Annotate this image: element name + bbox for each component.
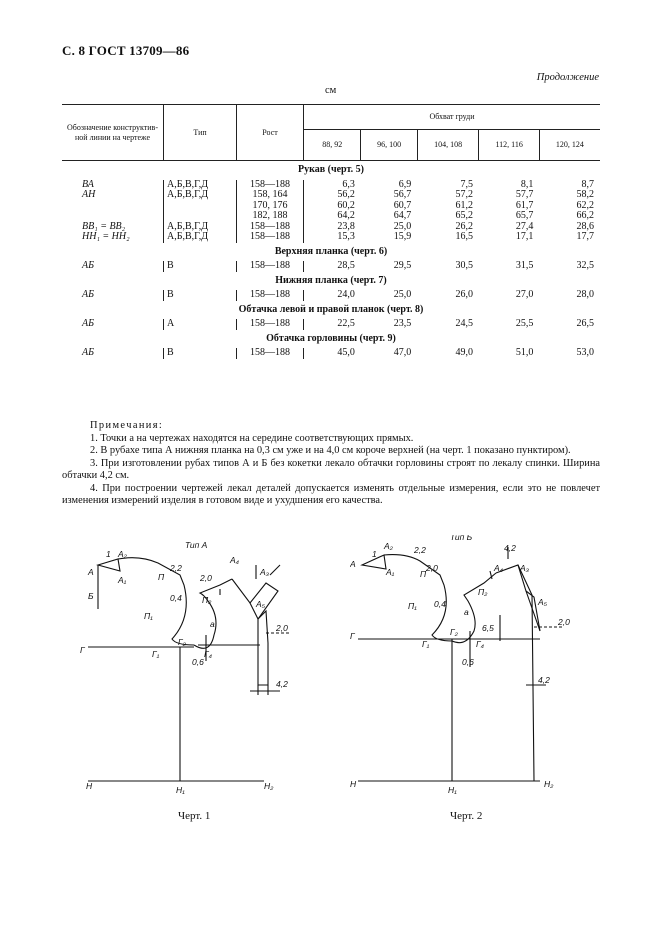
header-line-designation: Обозначение конструктив-ной линии на чертеже [62, 105, 164, 161]
svg-text:0,6: 0,6 [192, 657, 204, 667]
line-designation-cell: АБ [82, 318, 95, 329]
value-cell: 27,4 [515, 220, 534, 232]
section-title-row [62, 161, 600, 180]
value-cell: 26,5 [576, 318, 594, 329]
pattern-drawing-2 [350, 535, 590, 800]
svg-text:Г: Г [80, 645, 85, 655]
note-2: 2. В рубахе типа А нижняя планка на 0,3 см уже и на 4,0 см короче верхней (на черт. 1 показано пунктиром). [90, 445, 571, 456]
value-cell: 27,0 [515, 289, 534, 300]
value-cell: 31,5 [515, 260, 534, 271]
height-cell: 158—188 [237, 348, 304, 359]
note-4: 4. При построении чертежей лекал деталей допускается изменять отдельные измерения, если это не повлечет изменения измерений изделия в готовом виде и ухудшения его качества. [62, 482, 600, 506]
table-row [62, 348, 600, 359]
value-cell: 62,2 [576, 199, 594, 211]
line-designation-cell: НН₁ = НН₂ [82, 231, 130, 242]
section-title-row [62, 243, 600, 262]
note-3: 3. При изготовлении рубах типов А и Б без кокетки лекало обтачки горловины строят по лекалу спинки. Ширина обтачки 4,2 см. [62, 457, 600, 481]
svg-text:А₂: А₂ [118, 549, 127, 559]
value-cell: 56,2 [304, 190, 361, 201]
value-cell: 57,7 [515, 189, 534, 200]
svg-text:Г₂: Г₂ [178, 637, 186, 647]
header-height: Рост [237, 105, 304, 161]
svg-text:Н: Н [86, 781, 93, 791]
value-cell: 66,2 [576, 210, 594, 221]
value-cell: 64,7 [393, 210, 412, 221]
value-cell: 23,5 [393, 318, 412, 329]
value-cell: 26,2 [455, 220, 473, 232]
svg-text:2,0: 2,0 [200, 573, 212, 583]
value-cell: 15,3 [304, 232, 361, 243]
svg-text:П: П [158, 572, 165, 582]
svg-text:П₂: П₂ [478, 587, 488, 597]
svg-text:1: 1 [106, 549, 111, 559]
height-cell: 158—188 [237, 180, 304, 191]
value-cell: 25,5 [515, 318, 534, 329]
section-title: Нижняя планка (черт. 7) [275, 274, 387, 286]
value-cell: 57,2 [455, 189, 473, 200]
svg-text:А₄: А₄ [494, 563, 504, 573]
header-size-5: 120, 124 [539, 130, 600, 161]
section-title-row [62, 272, 600, 291]
type-cell: А [164, 319, 237, 330]
svg-text:П₁: П₁ [408, 601, 417, 611]
type-cell: А,Б,В,Г,Д [164, 190, 237, 201]
svg-text:0,6: 0,6 [462, 657, 474, 667]
value-cell: 28,0 [576, 289, 594, 300]
svg-text:П₁: П₁ [144, 611, 153, 621]
collar-corner-shape [98, 559, 120, 571]
value-cell: 15,9 [393, 231, 412, 242]
type-cell: А,Б,В,Г,Д [164, 232, 237, 243]
caption-fig-2: Черт. 2 [450, 810, 483, 822]
type-cell: А,Б,В,Г,Д [164, 180, 237, 191]
type-label-2: Тип Б [450, 535, 473, 542]
header-size-3: 104, 108 [417, 130, 479, 161]
continuation-label: Продолжение [536, 72, 599, 83]
back-contour [118, 558, 194, 645]
svg-text:Г₄: Г₄ [204, 649, 213, 659]
svg-text:Г₁: Г₁ [422, 639, 430, 649]
unit-label: см [325, 85, 337, 96]
value-cell: 28,6 [576, 220, 594, 232]
svg-text:2,2: 2,2 [170, 563, 182, 573]
svg-text:Н: Н [350, 779, 357, 789]
line-designation-cell: АН [82, 189, 96, 200]
svg-text:2,0: 2,0 [426, 563, 438, 573]
height-cell: 158, 164 [237, 190, 304, 201]
value-cell: 60,7 [393, 199, 412, 211]
line-designation-cell: ВА [82, 178, 94, 190]
table-row [62, 232, 600, 243]
svg-text:Г₄: Г₄ [476, 639, 485, 649]
svg-text:А₃: А₃ [260, 567, 270, 577]
value-cell: 17,1 [515, 231, 534, 242]
pattern-drawing-1 [80, 535, 300, 800]
svg-text:А₅: А₅ [538, 597, 548, 607]
line-designation-cell [62, 201, 164, 212]
svg-text:А₂: А₂ [384, 541, 393, 551]
value-cell: 25,0 [393, 220, 412, 232]
table-row [62, 290, 600, 301]
type-cell: В [164, 290, 237, 301]
svg-text:а: а [464, 607, 469, 617]
caption-fig-1: Черт. 1 [178, 810, 211, 822]
table-row [62, 190, 600, 201]
svg-text:А₁: А₁ [118, 575, 127, 585]
value-cell: 51,0 [515, 347, 534, 358]
svg-text:4,2: 4,2 [538, 675, 550, 685]
value-cell: 29,5 [393, 260, 412, 271]
header-size-2: 96, 100 [361, 130, 417, 161]
table-row [62, 211, 600, 222]
svg-text:Г₂: Г₂ [450, 627, 458, 637]
svg-text:2,2: 2,2 [414, 545, 426, 555]
svg-text:А₁: А₁ [386, 567, 395, 577]
svg-text:0,4: 0,4 [434, 599, 446, 609]
type-cell [164, 201, 237, 212]
svg-text:Н₁: Н₁ [448, 785, 457, 795]
table-row [62, 319, 600, 330]
section-title: Обтачка левой и правой планок (черт. 8) [238, 303, 424, 315]
type-label-1: Тип А [185, 540, 208, 550]
value-cell: 61,2 [455, 199, 473, 211]
value-cell: 65,2 [455, 210, 473, 221]
value-cell: 53,0 [576, 347, 594, 358]
svg-text:А: А [88, 567, 94, 577]
height-cell: 158—188 [237, 261, 304, 272]
svg-text:Г: Г [350, 631, 355, 641]
note-1: 1. Точки а на чертежах находятся на середине соответствующих прямых. [90, 432, 414, 444]
header-chest-girth: Обхват груди [304, 105, 601, 130]
value-cell: 26,0 [455, 289, 473, 300]
value-cell: 6,9 [398, 178, 412, 190]
value-cell: 45,0 [304, 348, 361, 359]
svg-text:Г₁: Г₁ [152, 649, 160, 659]
armhole-curve [194, 579, 232, 648]
value-cell: 23,8 [304, 222, 361, 233]
height-cell: 158—188 [237, 222, 304, 233]
value-cell: 49,0 [455, 347, 473, 358]
svg-text:2,0: 2,0 [558, 617, 570, 627]
value-cell: 30,5 [455, 260, 473, 271]
svg-text:А₅: А₅ [256, 599, 266, 609]
value-cell: 25,0 [393, 289, 412, 300]
value-cell: 16,5 [455, 231, 473, 242]
svg-text:4,2: 4,2 [504, 543, 516, 553]
notes-title: Примечания: [90, 420, 164, 431]
height-cell: 158—188 [237, 319, 304, 330]
value-cell: 58,2 [576, 189, 594, 200]
value-cell: 24,5 [455, 318, 473, 329]
value-cell: 32,5 [576, 260, 594, 271]
type-cell: В [164, 348, 237, 359]
section-title: Верхняя планка (черт. 6) [274, 245, 388, 257]
line-designation-cell: ВВ₁ = ВВ₂ [82, 220, 126, 232]
height-cell: 170, 176 [237, 201, 304, 212]
svg-text:0,4: 0,4 [170, 593, 182, 603]
svg-text:Б: Б [88, 591, 94, 601]
height-cell: 182, 188 [237, 211, 304, 222]
value-cell: 28,5 [304, 261, 361, 272]
height-cell: 158—188 [237, 232, 304, 243]
value-cell: 24,0 [304, 290, 361, 301]
svg-text:а: а [210, 619, 215, 629]
notes-block [62, 420, 600, 508]
page-header: С. 8 ГОСТ 13709—86 [62, 43, 190, 58]
value-cell: 60,2 [304, 201, 361, 212]
svg-text:А₃: А₃ [520, 563, 530, 573]
header-size-1: 88, 92 [304, 130, 361, 161]
table-row [62, 261, 600, 272]
section-title-row [62, 301, 600, 320]
value-cell: 7,5 [460, 178, 473, 190]
value-cell: 8,7 [581, 178, 594, 190]
value-cell: 64,2 [304, 211, 361, 222]
type-cell: А,Б,В,Г,Д [164, 222, 237, 233]
svg-text:А: А [350, 559, 356, 569]
value-cell: 17,7 [576, 231, 594, 242]
value-cell: 61,7 [515, 199, 534, 211]
height-cell: 158—188 [237, 290, 304, 301]
header-size-4: 112, 116 [479, 130, 539, 161]
svg-text:Н₂: Н₂ [264, 781, 274, 791]
value-cell: 56,7 [393, 189, 412, 200]
svg-text:А₄: А₄ [230, 555, 240, 565]
svg-text:Н₁: Н₁ [176, 785, 185, 795]
value-cell: 47,0 [393, 347, 412, 358]
svg-text:2,0: 2,0 [276, 623, 288, 633]
header-type: Тип [164, 105, 237, 161]
type-cell [164, 211, 237, 222]
placket-rect [258, 643, 268, 685]
svg-text:Н₂: Н₂ [544, 779, 554, 789]
section-title: Обтачка горловины (черт. 9) [266, 332, 396, 344]
line-designation-cell: АБ [82, 260, 95, 271]
svg-text:6,5: 6,5 [482, 623, 494, 633]
svg-text:1: 1 [372, 549, 377, 559]
measurements-table [62, 104, 600, 359]
section-title-row [62, 330, 600, 349]
value-cell: 6,3 [304, 180, 361, 191]
section-title: Рукав (черт. 5) [298, 164, 364, 175]
svg-text:П: П [420, 569, 427, 579]
line-designation-cell: АБ [82, 347, 95, 358]
line-designation-cell [62, 211, 164, 222]
type-cell: В [164, 261, 237, 272]
value-cell: 8,1 [520, 178, 534, 190]
value-cell: 22,5 [304, 319, 361, 330]
line-designation-cell: АБ [82, 289, 95, 300]
svg-text:П₂: П₂ [202, 595, 212, 605]
svg-text:4,2: 4,2 [276, 679, 288, 689]
value-cell: 65,7 [515, 210, 534, 221]
